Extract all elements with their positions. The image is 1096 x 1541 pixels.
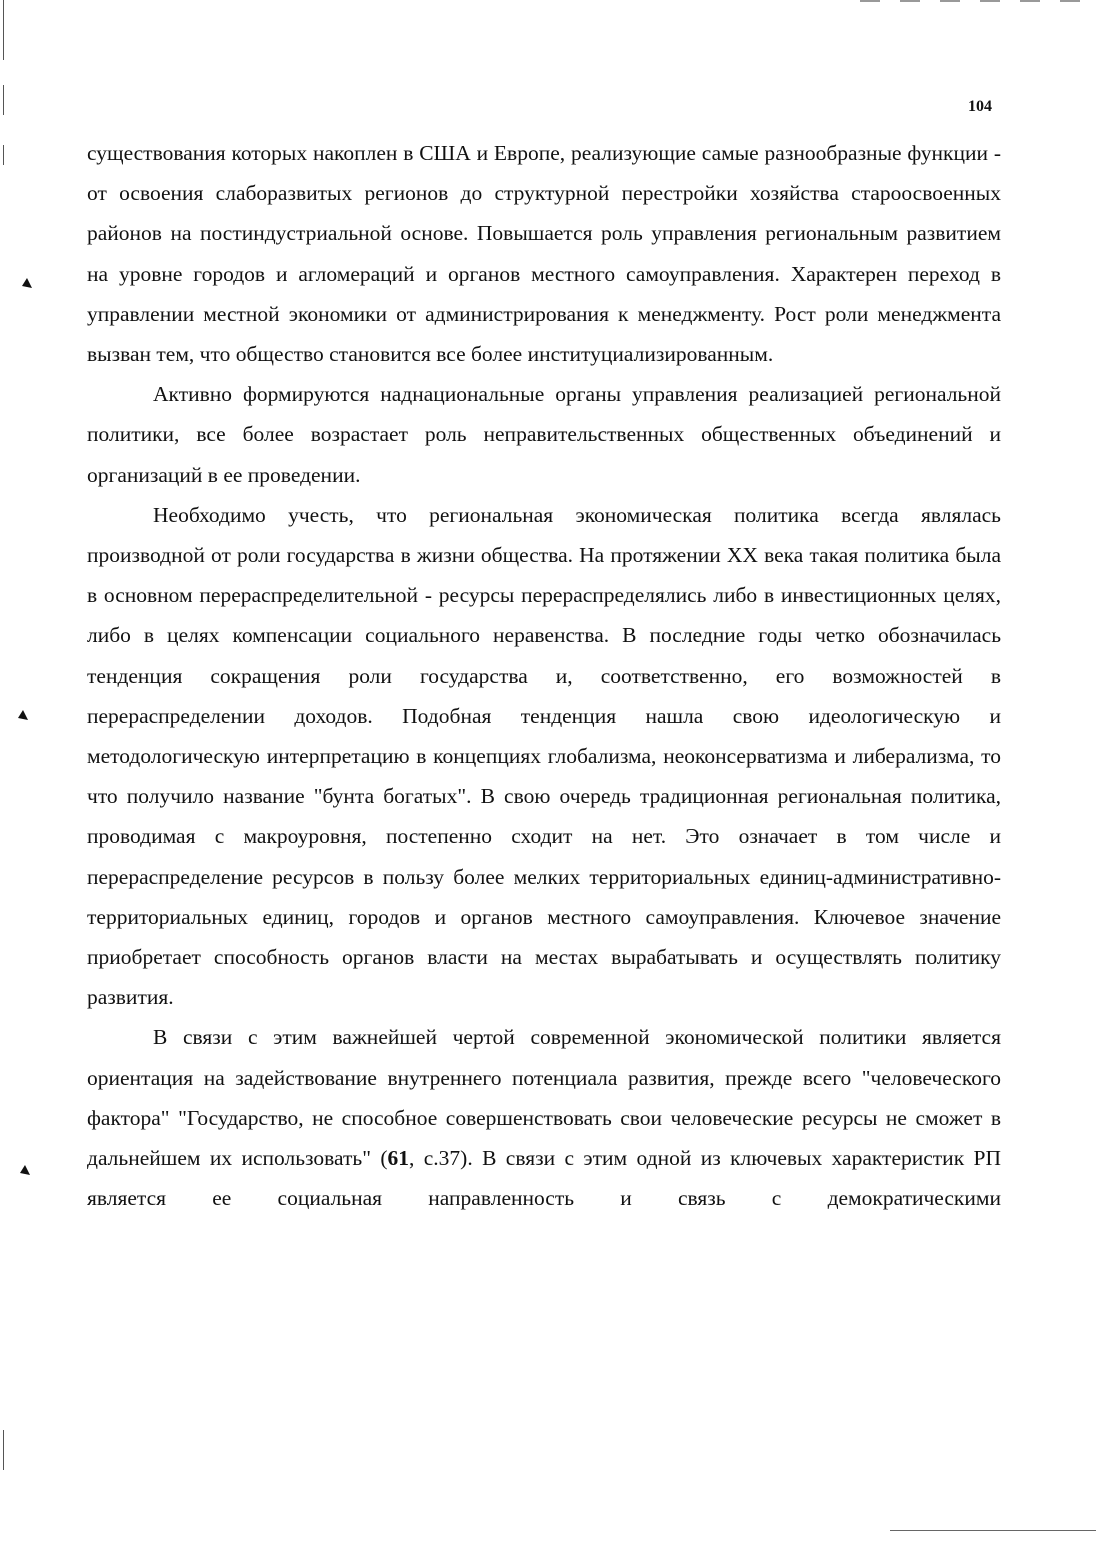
page-number: 104 — [968, 98, 992, 115]
scan-top-edge — [860, 0, 1096, 2]
document-body — [87, 133, 1001, 1218]
scan-bottom-edge — [890, 1530, 1096, 1531]
paragraph-4 — [87, 1017, 1001, 1218]
citation-reference: 61 — [387, 1146, 410, 1171]
paragraph-2: Активно формируются наднациональные органы управления реализацией региональной политики, все более возрастает роль неправительственных общественных объединений и организаций в ее проведении. — [87, 382, 1001, 487]
scan-speck — [22, 278, 32, 288]
paragraph-4-text-before: В связи с этим важнейшей чертой современной экономической политики является ориентация на задействование внутреннего потенциала развития, прежде всего "человеческого фактора" "Государство, не способное совершенствовать свои человеческие ресурсы не сможет в дальнейшем их использовать" ( — [87, 1025, 1001, 1171]
paragraph-3: Необходимо учесть, что региональная экономическая политика всегда являлась производной от роли государства в жизни общества. На протяжении XX века такая политика была в основном перераспределительной - ресурсы перераспределялись либо в инвестиционных целях, либо в целях компенсации социального неравенства. В последние годы четко обозначилась тенденция сокращения роли государства и, соответственно, его возможностей в перераспределении доходов. Подобная тенденция нашла свою идеологическую и методологическую интерпретацию в концепциях глобализма, неоконсерватизма и либерализма, то что получило название "бунта богатых". В свою очередь традиционная региональная политика, проводимая с макроуровня, постепенно сходит на нет. Это означает в том числе и перераспределение ресурсов в пользу более мелких территориальных единиц-административно-территориальных единиц, городов и органов местного самоуправления. Ключевое значение приобретает способность органов власти на местах вырабатывать и осуществлять политику развития. — [87, 502, 1001, 1010]
scan-speck — [20, 1165, 30, 1175]
scan-edge-line — [3, 0, 4, 60]
scan-speck — [18, 710, 28, 720]
scan-edge-line — [3, 145, 4, 165]
scan-edge-line — [3, 1430, 4, 1470]
paragraph-4-text-after: , с.37). В связи с этим одной из ключевых характеристик РП является ее социальная направленность и связь с демократическими — [87, 1146, 1001, 1211]
scan-edge-line — [3, 85, 4, 115]
paragraph-1: существования которых накоплен в США и Европе, реализующие самые разнообразные функции - от освоения слаборазвитых регионов до структурной перестройки хозяйства староосвоенных районов на постиндустриальной основе. Повышается роль управления региональным развитием на уровне городов и агломераций и органов местного самоуправления. Характерен переход в управлении местной экономики от администрирования к менеджменту. Рост роли менеджмента вызван тем, что общество становится все более институциализированным. — [87, 141, 1001, 367]
